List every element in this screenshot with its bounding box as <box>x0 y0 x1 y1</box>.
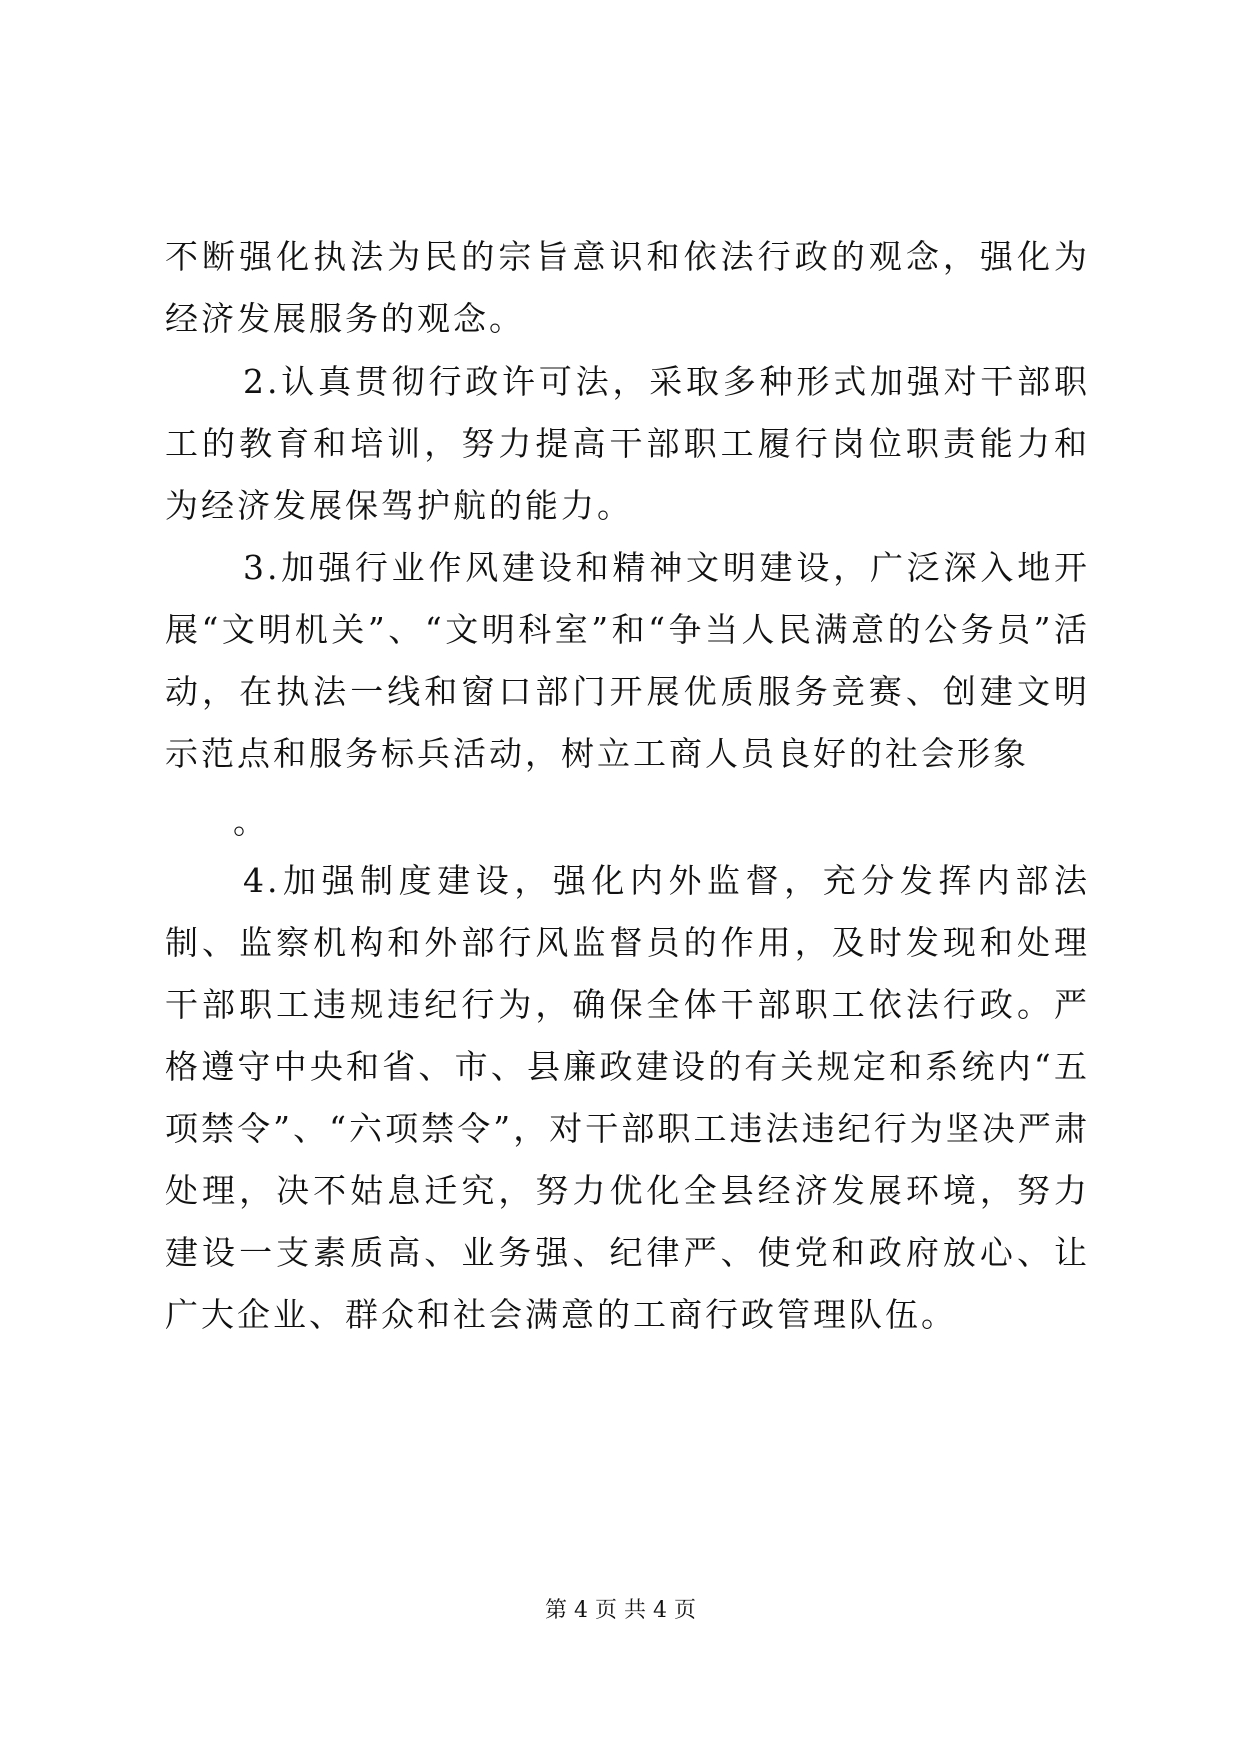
paragraph-item-2: 2.认真贯彻行政许可法，采取多种形式加强对干部职工的教育和培训，努力提高干部职工履行岗位职责能力和为经济发展保驾护航的能力。 <box>165 362 1090 525</box>
paragraph-item-4: 4.加强制度建设，强化内外监督，充分发挥内部法制、监察机构和外部行风监督员的作用，及时发现和处理干部职工违规违纪行为，确保全体干部职工依法行政。严格遵守中央和省、市、县廉政建设的有关规定和系统内“五项禁令”、“六项禁令”，对干部职工违法违纪行为坚决严肃处理，决不姑息迁究，努力优化全县经济发展环境，努力建设一支素质高、业务强、纪律严、使党和政府放心、让广大企业、群众和社会满意的工商行政管理队伍。 <box>165 861 1090 1334</box>
page-footer: 第 4 页 共 4 页 <box>545 1598 696 1623</box>
paragraph-item-3: 3.加强行业作风建设和精神文明建设，广泛深入地开展“文明机关”、“文明科室”和“争当人民满意的公务员”活动，在执法一线和窗口部门开展优质服务竞赛、创建文明示范点和服务标兵活动，树立工商人员良好的社会形象 <box>165 548 1090 773</box>
paragraph-continuation: 不断强化执法为民的宗旨意识和依法行政的观念，强化为经济发展服务的观念。 <box>165 237 1090 338</box>
paragraph-item-3-period: 。 <box>233 802 269 841</box>
